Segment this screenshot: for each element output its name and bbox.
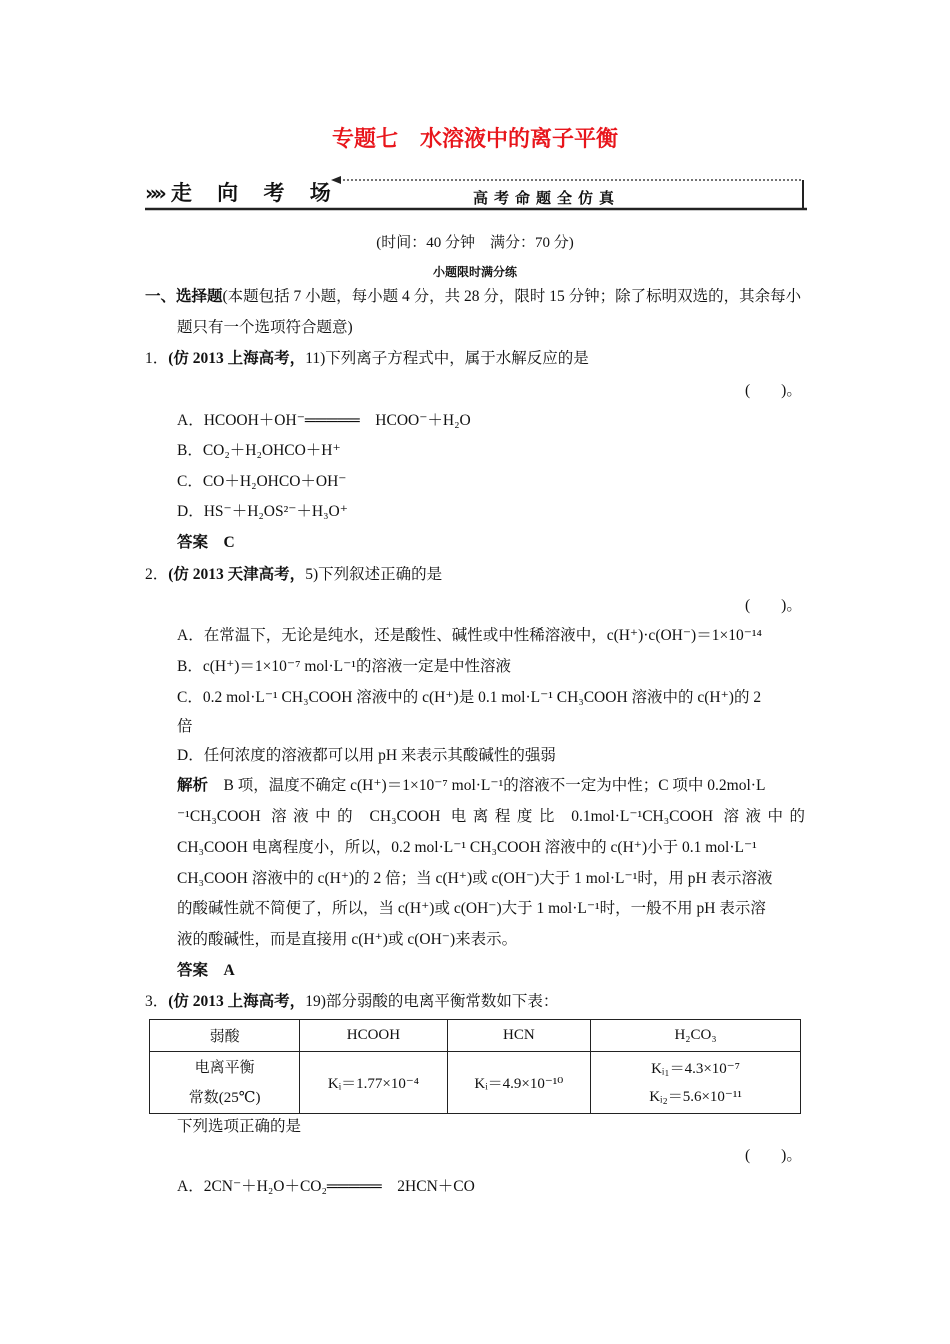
q1-text: 11)下列离子方程式中，属于水解反应的是 [305,350,589,367]
question-3 [145,989,558,1011]
q2-option-d: D．任何浓度的溶液都可以用 pH 来表示其酸碱性的强弱 [177,747,556,764]
q1-option-d: D．HS⁻＋H₂OS²⁻＋H₃O⁺ [177,503,348,520]
table-cell: 电离平衡 常数(25℃) [150,1052,300,1114]
table-row [150,1052,801,1114]
q3-option-a: A．2CN⁻＋H₂O＋CO₂═════ 2HCN＋CO [177,1178,475,1195]
q2-analysis-line-6: 液的酸碱性，而是直接用 c(H⁺)或 c(OH⁻)来表示。 [177,931,518,948]
q1-option-b: B．CO₂＋H₂OHCO＋H⁺ [177,442,341,459]
section-banner [145,173,807,213]
q2-source: (仿 2013 天津高考， [168,566,306,583]
question-1 [145,346,589,368]
subheading: 小题限时满分练 [432,265,517,279]
q2-analysis-line-2: ⁻¹CH₃COOH 溶液中的 CH₃COOH 电离程度比 0.1mol·L⁻¹CH₃COOH 溶液中的 [177,808,805,825]
table-header-cell: HCOOH [300,1020,447,1052]
table-header-row [150,1020,801,1052]
table-header-cell: H₂CO₃ [591,1020,801,1052]
table-header-cell: 弱酸 [150,1020,300,1052]
q2-text: 5)下列叙述正确的是 [305,566,443,583]
time-info: (时间：40 分钟 满分：70 分) [376,235,574,251]
double-chevron-icon: »» [145,181,163,205]
section-label: 一、选择题 [145,288,223,305]
q1-source: (仿 2013 上海高考， [168,350,306,367]
q3-prompt: 下列选项正确的是 [177,1118,302,1135]
q1-answer-paren: ( )。 [745,382,802,399]
q2-analysis-label: 解析 [177,777,209,794]
q2-answer: 答案 A [177,962,235,979]
banner-left-label: 走 向 考 场 [170,181,340,205]
q2-analysis-line-5: 的酸碱性就不简便了，所以，当 c(H⁺)或 c(OH⁻)大于 1 mol·L⁻¹时，一般不用 pH 表示溶 [177,900,766,917]
q1-number: 1． [145,350,169,367]
q2-answer-paren: ( )。 [745,597,802,614]
q1-answer: 答案 C [177,534,235,551]
q2-option-c: C．0.2 mol·L⁻¹ CH₃COOH 溶液中的 c(H⁺)是 0.1 mol·L⁻¹ CH₃COOH 溶液中的 c(H⁺)的 2 [177,689,762,706]
table-header-cell: HCN [447,1020,590,1052]
q2-option-b: B．c(H⁺)＝1×10⁻⁷ mol·L⁻¹的溶液一定是中性溶液 [177,658,511,675]
q2-analysis-line-3: CH₃COOH 电离程度小，所以，0.2 mol·L⁻¹ CH₃COOH 溶液中的 c(H⁺)小于 0.1 mol·L⁻¹ [177,839,757,856]
question-2 [145,562,442,584]
q2-option-c-cont: 倍 [177,718,193,735]
q1-option-a: A．HCOOH＋OH⁻═════ HCOO⁻＋H₂O [177,412,471,429]
table-cell: Kᵢ＝4.9×10⁻¹⁰ [447,1052,590,1114]
page-title: 专题七 水溶液中的离子平衡 [331,127,618,152]
section-desc-1: (本题包括 7 小题，每小题 4 分，共 28 分，限时 15 分钟；除了标明双选的，其余每小 [222,288,802,305]
q3-source: (仿 2013 上海高考， [168,993,306,1010]
q2-analysis-line-4: CH₃COOH 溶液中的 c(H⁺)的 2 倍；当 c(H⁺)或 c(OH⁻)大于 1 mol·L⁻¹时，用 pH 表示溶液 [177,870,773,887]
q2-number: 2． [145,566,169,583]
ionization-constant-table [149,1019,801,1114]
q3-answer-paren: ( )。 [745,1147,802,1164]
q3-number: 3． [145,993,169,1010]
table-cell: Kᵢ＝1.77×10⁻⁴ [300,1052,447,1114]
section-header [145,284,801,306]
q3-text: 19)部分弱酸的电离平衡常数如下表： [305,993,559,1010]
banner-right-label: 高考命题全仿真 [473,189,621,207]
q2-option-a: A．在常温下，无论是纯水，还是酸性、碱性或中性稀溶液中，c(H⁺)·c(OH⁻)＝1×10⁻¹⁴ [177,627,762,644]
section-desc-2: 题只有一个选项符合题意) [177,319,353,336]
q2-analysis-line-1: 解析 B 项，温度不确定 c(H⁺)＝1×10⁻⁷ mol·L⁻¹的溶液不一定为中性；C 项中 0.2mol·L [177,777,766,794]
q1-option-c: C．CO＋H₂OHCO＋OH⁻ [177,473,347,490]
table-cell: Kᵢ₁＝4.3×10⁻⁷ Kᵢ₂＝5.6×10⁻¹¹ [591,1052,801,1114]
